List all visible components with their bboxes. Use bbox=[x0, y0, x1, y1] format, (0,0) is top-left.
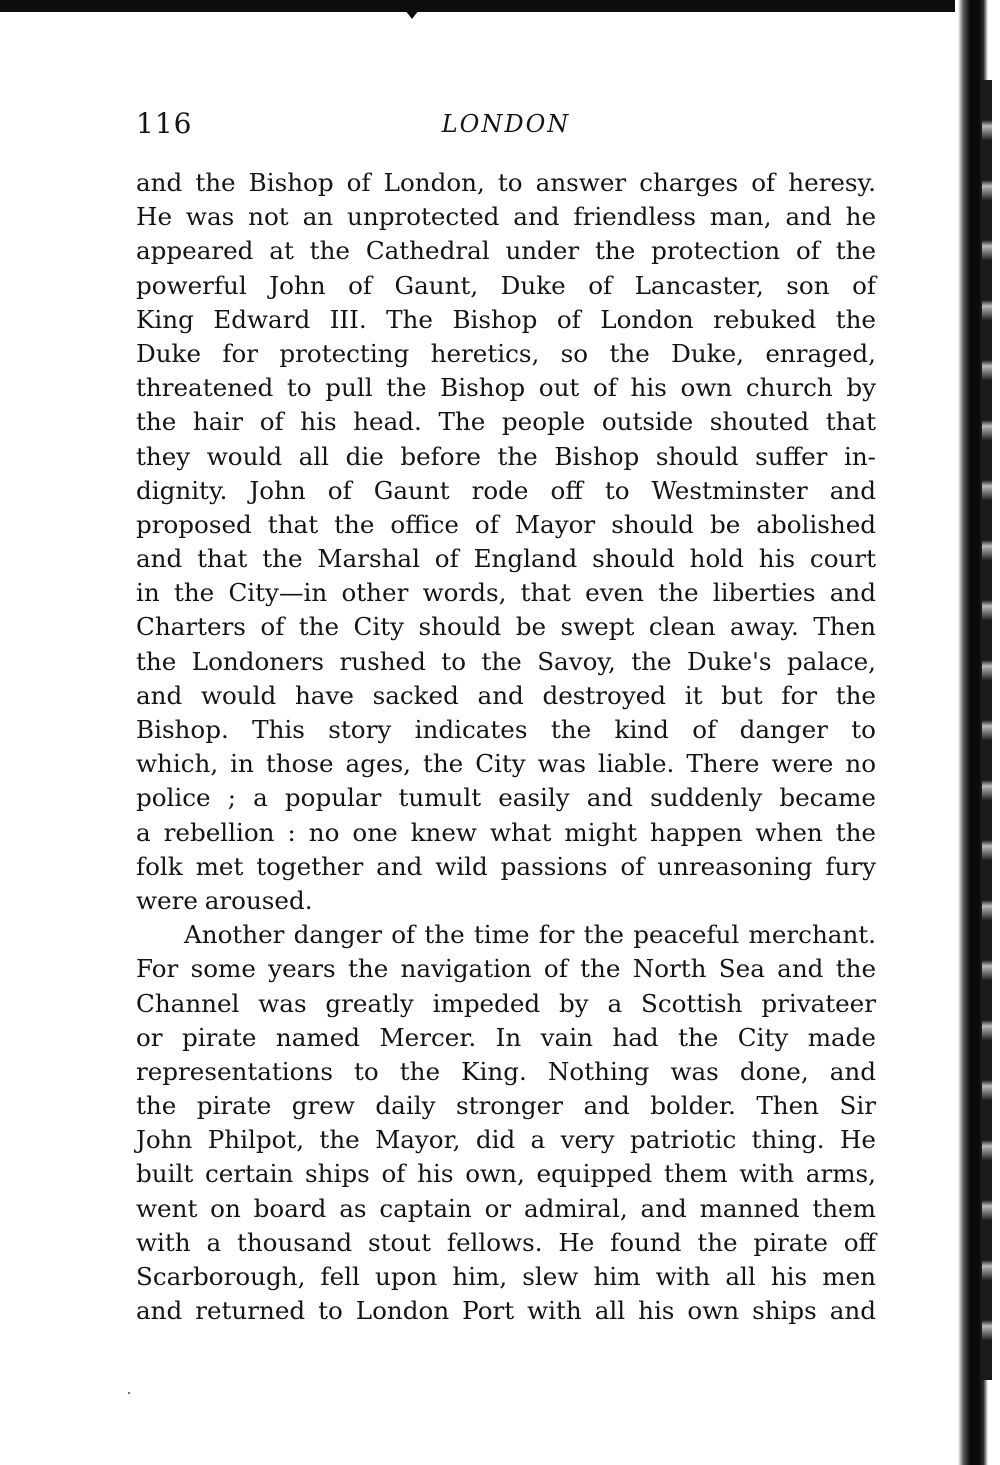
text-line: which, in those ages, the City was liable. There were no bbox=[136, 749, 876, 779]
text-line: representations to the King. Nothing was done, and bbox=[136, 1056, 876, 1086]
text-line: went on board as captain or admiral, and manned them bbox=[136, 1193, 876, 1223]
book-spine-texture bbox=[982, 80, 992, 1380]
text-line: folk met together and wild passions of unreasoning fury bbox=[136, 851, 876, 881]
text-line: dignity. John of Gaunt rode off to Westminster and bbox=[136, 475, 876, 505]
text-line: a rebellion : no one knew what might happen when the bbox=[136, 817, 876, 847]
text-line: and that the Marshal of England should hold his court bbox=[136, 544, 876, 574]
text-line: King Edward III. The Bishop of London rebuked the bbox=[136, 304, 876, 334]
text-line: He was not an unprotected and friendless man, and he bbox=[136, 202, 876, 232]
text-line: threatened to pull the Bishop out of his own church by bbox=[136, 373, 876, 403]
body-text bbox=[136, 166, 876, 1328]
text-line: powerful John of Gaunt, Duke of Lancaster, son of bbox=[136, 270, 876, 300]
text-line: Channel was greatly impeded by a Scottish privateer bbox=[136, 988, 876, 1018]
text-line: and the Bishop of London, to answer charges of heresy. bbox=[136, 168, 876, 197]
text-line: John Philpot, the Mayor, did a very patriotic thing. He bbox=[136, 1125, 876, 1155]
paragraph-first-line: Another danger of the time for the peaceful merchant. bbox=[184, 920, 876, 950]
text-line: proposed that the office of Mayor should be abolished bbox=[136, 509, 876, 539]
text-line: Bishop. This story indicates the kind of danger to bbox=[136, 715, 876, 744]
text-line: the Londoners rushed to the Savoy, the Duke's palace, bbox=[136, 646, 876, 676]
text-line: police ; a popular tumult easily and suddenly became bbox=[136, 783, 876, 813]
text-line: Charters of the City should be swept clean away. Then bbox=[136, 612, 876, 642]
print-speck bbox=[128, 1392, 130, 1394]
text-line: Duke for protecting heretics, so the Duke, enraged, bbox=[136, 338, 876, 368]
text-line: the hair of his head. The people outside shouted that bbox=[136, 407, 876, 437]
text-line: or pirate named Mercer. In vain had the City made bbox=[136, 1022, 876, 1052]
top-page-rule bbox=[0, 0, 955, 12]
text-line: in the City—in other words, that even the liberties and bbox=[136, 578, 876, 608]
top-rule-notch bbox=[405, 10, 419, 19]
running-head bbox=[136, 104, 876, 144]
text-line: Scarborough, fell upon him, slew him with all his men bbox=[136, 1262, 876, 1291]
text-line: the pirate grew daily stronger and bolder. Then Sir bbox=[136, 1091, 876, 1121]
text-line: and would have sacked and destroyed it but for the bbox=[136, 680, 876, 710]
text-line: built certain ships of his own, equipped them with arms, bbox=[136, 1159, 876, 1189]
text-line: and returned to London Port with all his own ships and bbox=[136, 1296, 876, 1326]
text-line: they would all die before the Bishop should suffer in- bbox=[136, 441, 876, 471]
text-line: with a thousand stout fellows. He found the pirate off bbox=[136, 1227, 876, 1257]
text-line: appeared at the Cathedral under the protection of the bbox=[136, 236, 876, 266]
text-line: For some years the navigation of the North Sea and the bbox=[136, 954, 876, 984]
paragraph-end-line: were aroused. bbox=[136, 885, 313, 915]
running-title: LONDON bbox=[441, 110, 571, 138]
page-number: 116 bbox=[136, 107, 193, 140]
